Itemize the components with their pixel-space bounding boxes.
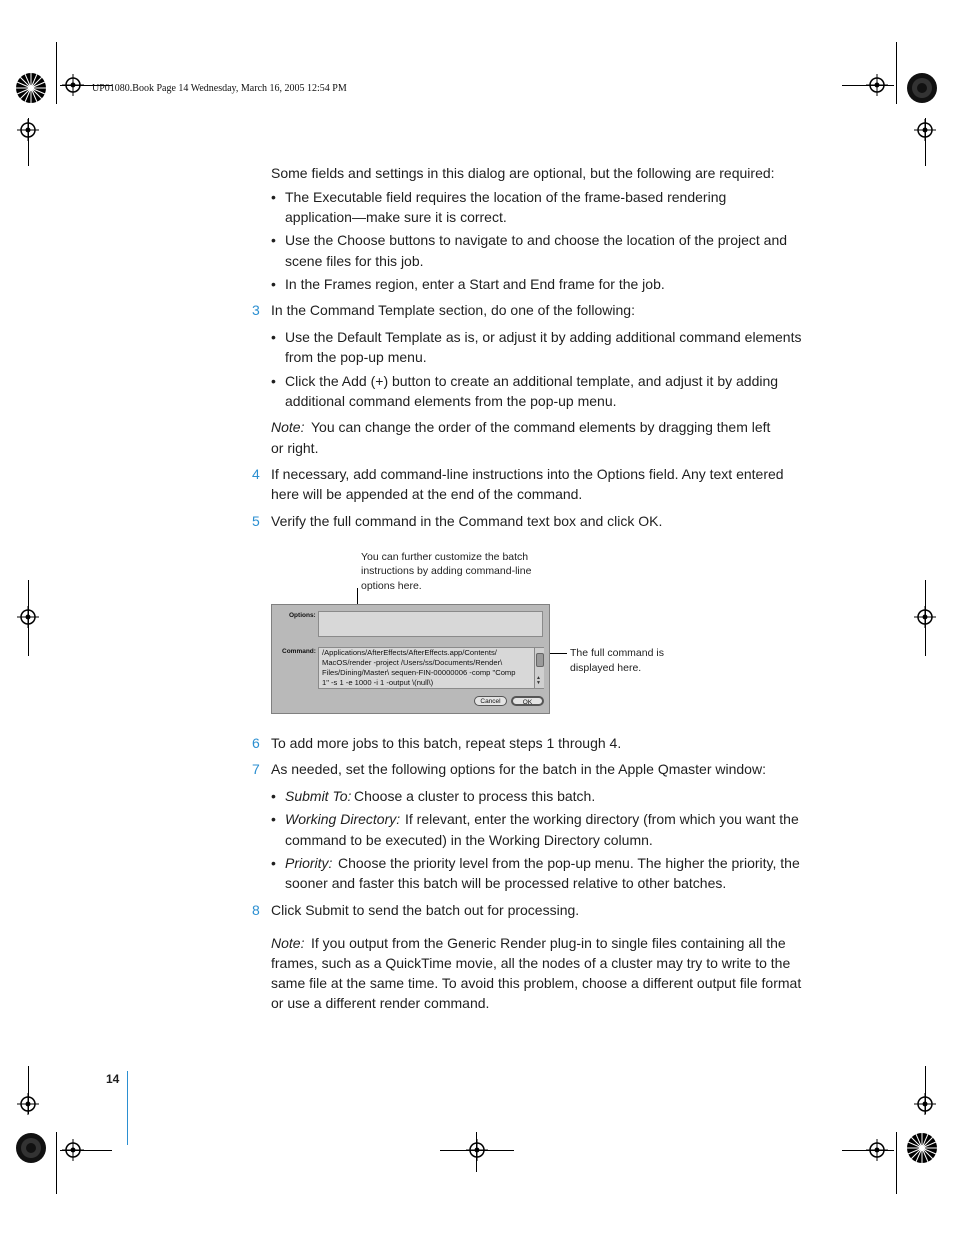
- bullet-text: Click the Add (+) button to create an additional template, and adjust it by adding: [285, 373, 779, 389]
- note-label: Note:: [271, 935, 305, 951]
- scroll-thumb[interactable]: [536, 653, 544, 667]
- crop-mark: [896, 1132, 897, 1194]
- command-line: MacOS/render -project /Users/ss/Documents/Render\: [322, 658, 503, 667]
- option-text: command to be executed) in the Working Directory column.: [285, 832, 653, 848]
- starburst-target-icon: [15, 1132, 47, 1164]
- step-text: To add more jobs to this batch, repeat steps 1 through 4.: [271, 735, 622, 751]
- step-number: 4: [252, 466, 260, 482]
- step-text: Click Submit to send the batch out for processing.: [271, 902, 580, 918]
- bullet-marker: •: [271, 276, 276, 292]
- bullet-text: application—make sure it is correct.: [285, 209, 507, 225]
- note-label: Note:: [271, 419, 305, 435]
- step-number: 5: [252, 513, 260, 529]
- scroll-arrows-icon[interactable]: ▲ ▼: [536, 675, 541, 686]
- registration-target-icon: [17, 119, 39, 141]
- starburst-target-icon: [906, 1132, 938, 1164]
- registration-target-icon: [866, 74, 888, 96]
- bullet-marker: •: [271, 189, 276, 205]
- registration-target-icon: [62, 1139, 84, 1161]
- bullet-text: Use the Default Template as is, or adjust it by adding additional command elements: [285, 329, 802, 345]
- registration-target-icon: [17, 606, 39, 628]
- bullet-text: additional command elements from the pop-up menu.: [285, 393, 617, 409]
- option-text: Choose the priority level from the pop-up menu. The higher the priority, the: [338, 855, 800, 871]
- bullet-text: from the pop-up menu.: [285, 349, 427, 365]
- command-line: /Applications/AfterEffects/AfterEffects.app/Contents/: [322, 648, 497, 657]
- step-number: 8: [252, 902, 260, 918]
- registration-target-icon: [914, 606, 936, 628]
- registration-target-icon: [62, 74, 84, 96]
- bullet-text: scene files for this job.: [285, 253, 424, 269]
- callout-command: The full command is: [570, 647, 664, 659]
- registration-target-icon: [914, 119, 936, 141]
- starburst-target-icon: [906, 72, 938, 104]
- option-label: Submit To:: [285, 788, 352, 804]
- step-text: As needed, set the following options for the batch in the Apple Qmaster window:: [271, 761, 766, 777]
- bullet-marker: •: [271, 329, 276, 345]
- options-label: Options:: [289, 612, 316, 619]
- print-header: UP01080.Book Page 14 Wednesday, March 16, 2005 12:54 PM: [92, 83, 347, 94]
- callout-command: displayed here.: [570, 662, 642, 674]
- registration-target-icon: [466, 1139, 488, 1161]
- bullet-marker: •: [271, 788, 276, 804]
- bullet-text: In the Frames region, enter a Start and End frame for the job.: [285, 276, 665, 292]
- crop-mark: [56, 42, 57, 104]
- callout-options: You can further customize the batch: [361, 551, 529, 563]
- command-line: Files/Dining/Master\ sequen-FIN-00000006 -comp "Comp: [322, 668, 516, 677]
- callout-options: instructions by adding command-line: [361, 565, 532, 577]
- step-text: Verify the full command in the Command text box and click OK.: [271, 513, 663, 529]
- bullet-marker: •: [271, 373, 276, 389]
- bullet-text: Use the Choose buttons to navigate to and choose the location of the project and: [285, 232, 788, 248]
- note-text: You can change the order of the command elements by dragging them left: [311, 419, 771, 435]
- intro-paragraph: Some fields and settings in this dialog are optional, but the following are required:: [271, 165, 775, 181]
- option-text: Choose a cluster to process this batch.: [354, 788, 596, 804]
- step-number: 3: [252, 302, 260, 318]
- option-label: Priority:: [285, 855, 333, 871]
- command-scrollbar[interactable]: [534, 648, 544, 688]
- registration-target-icon: [866, 1139, 888, 1161]
- note-text: same file at the same time. To avoid this problem, choose a different output file format: [271, 975, 802, 991]
- bullet-marker: •: [271, 232, 276, 248]
- note-text: or right.: [271, 440, 319, 456]
- step-text: In the Command Template section, do one of the following:: [271, 302, 635, 318]
- command-label: Command:: [282, 648, 316, 655]
- step-text: If necessary, add command-line instructions into the Options field. Any text entered: [271, 466, 784, 482]
- starburst-target-icon: [15, 72, 47, 104]
- page-number-rule: [127, 1071, 128, 1145]
- option-text: sooner and faster this batch will be processed relative to other batches.: [285, 875, 727, 891]
- crop-mark: [896, 42, 897, 104]
- options-field[interactable]: [318, 611, 543, 637]
- note-text: or use a different render command.: [271, 995, 490, 1011]
- callout-options: options here.: [361, 580, 422, 592]
- ok-button[interactable]: OK: [511, 696, 544, 706]
- bullet-marker: •: [271, 811, 276, 827]
- step-number: 6: [252, 735, 260, 751]
- cancel-button[interactable]: Cancel: [474, 696, 507, 706]
- option-label: Working Directory:: [285, 811, 401, 827]
- step-text: here will be appended at the end of the command.: [271, 486, 583, 502]
- crop-mark: [56, 1132, 57, 1194]
- registration-target-icon: [17, 1093, 39, 1115]
- step-number: 7: [252, 761, 260, 777]
- page-number: 14: [106, 1072, 120, 1086]
- option-text: If relevant, enter the working directory (from which you want the: [405, 811, 799, 827]
- bullet-marker: •: [271, 855, 276, 871]
- note-text: frames, such as a QuickTime movie, all the nodes of a cluster may try to write to the: [271, 955, 791, 971]
- bullet-text: The Executable field requires the location of the frame-based rendering: [285, 189, 727, 205]
- command-line: 1" -s 1 -e 1000 -i 1 -output \(null\): [322, 678, 434, 687]
- registration-target-icon: [914, 1093, 936, 1115]
- note-text: If you output from the Generic Render plug-in to single files containing all the: [311, 935, 786, 951]
